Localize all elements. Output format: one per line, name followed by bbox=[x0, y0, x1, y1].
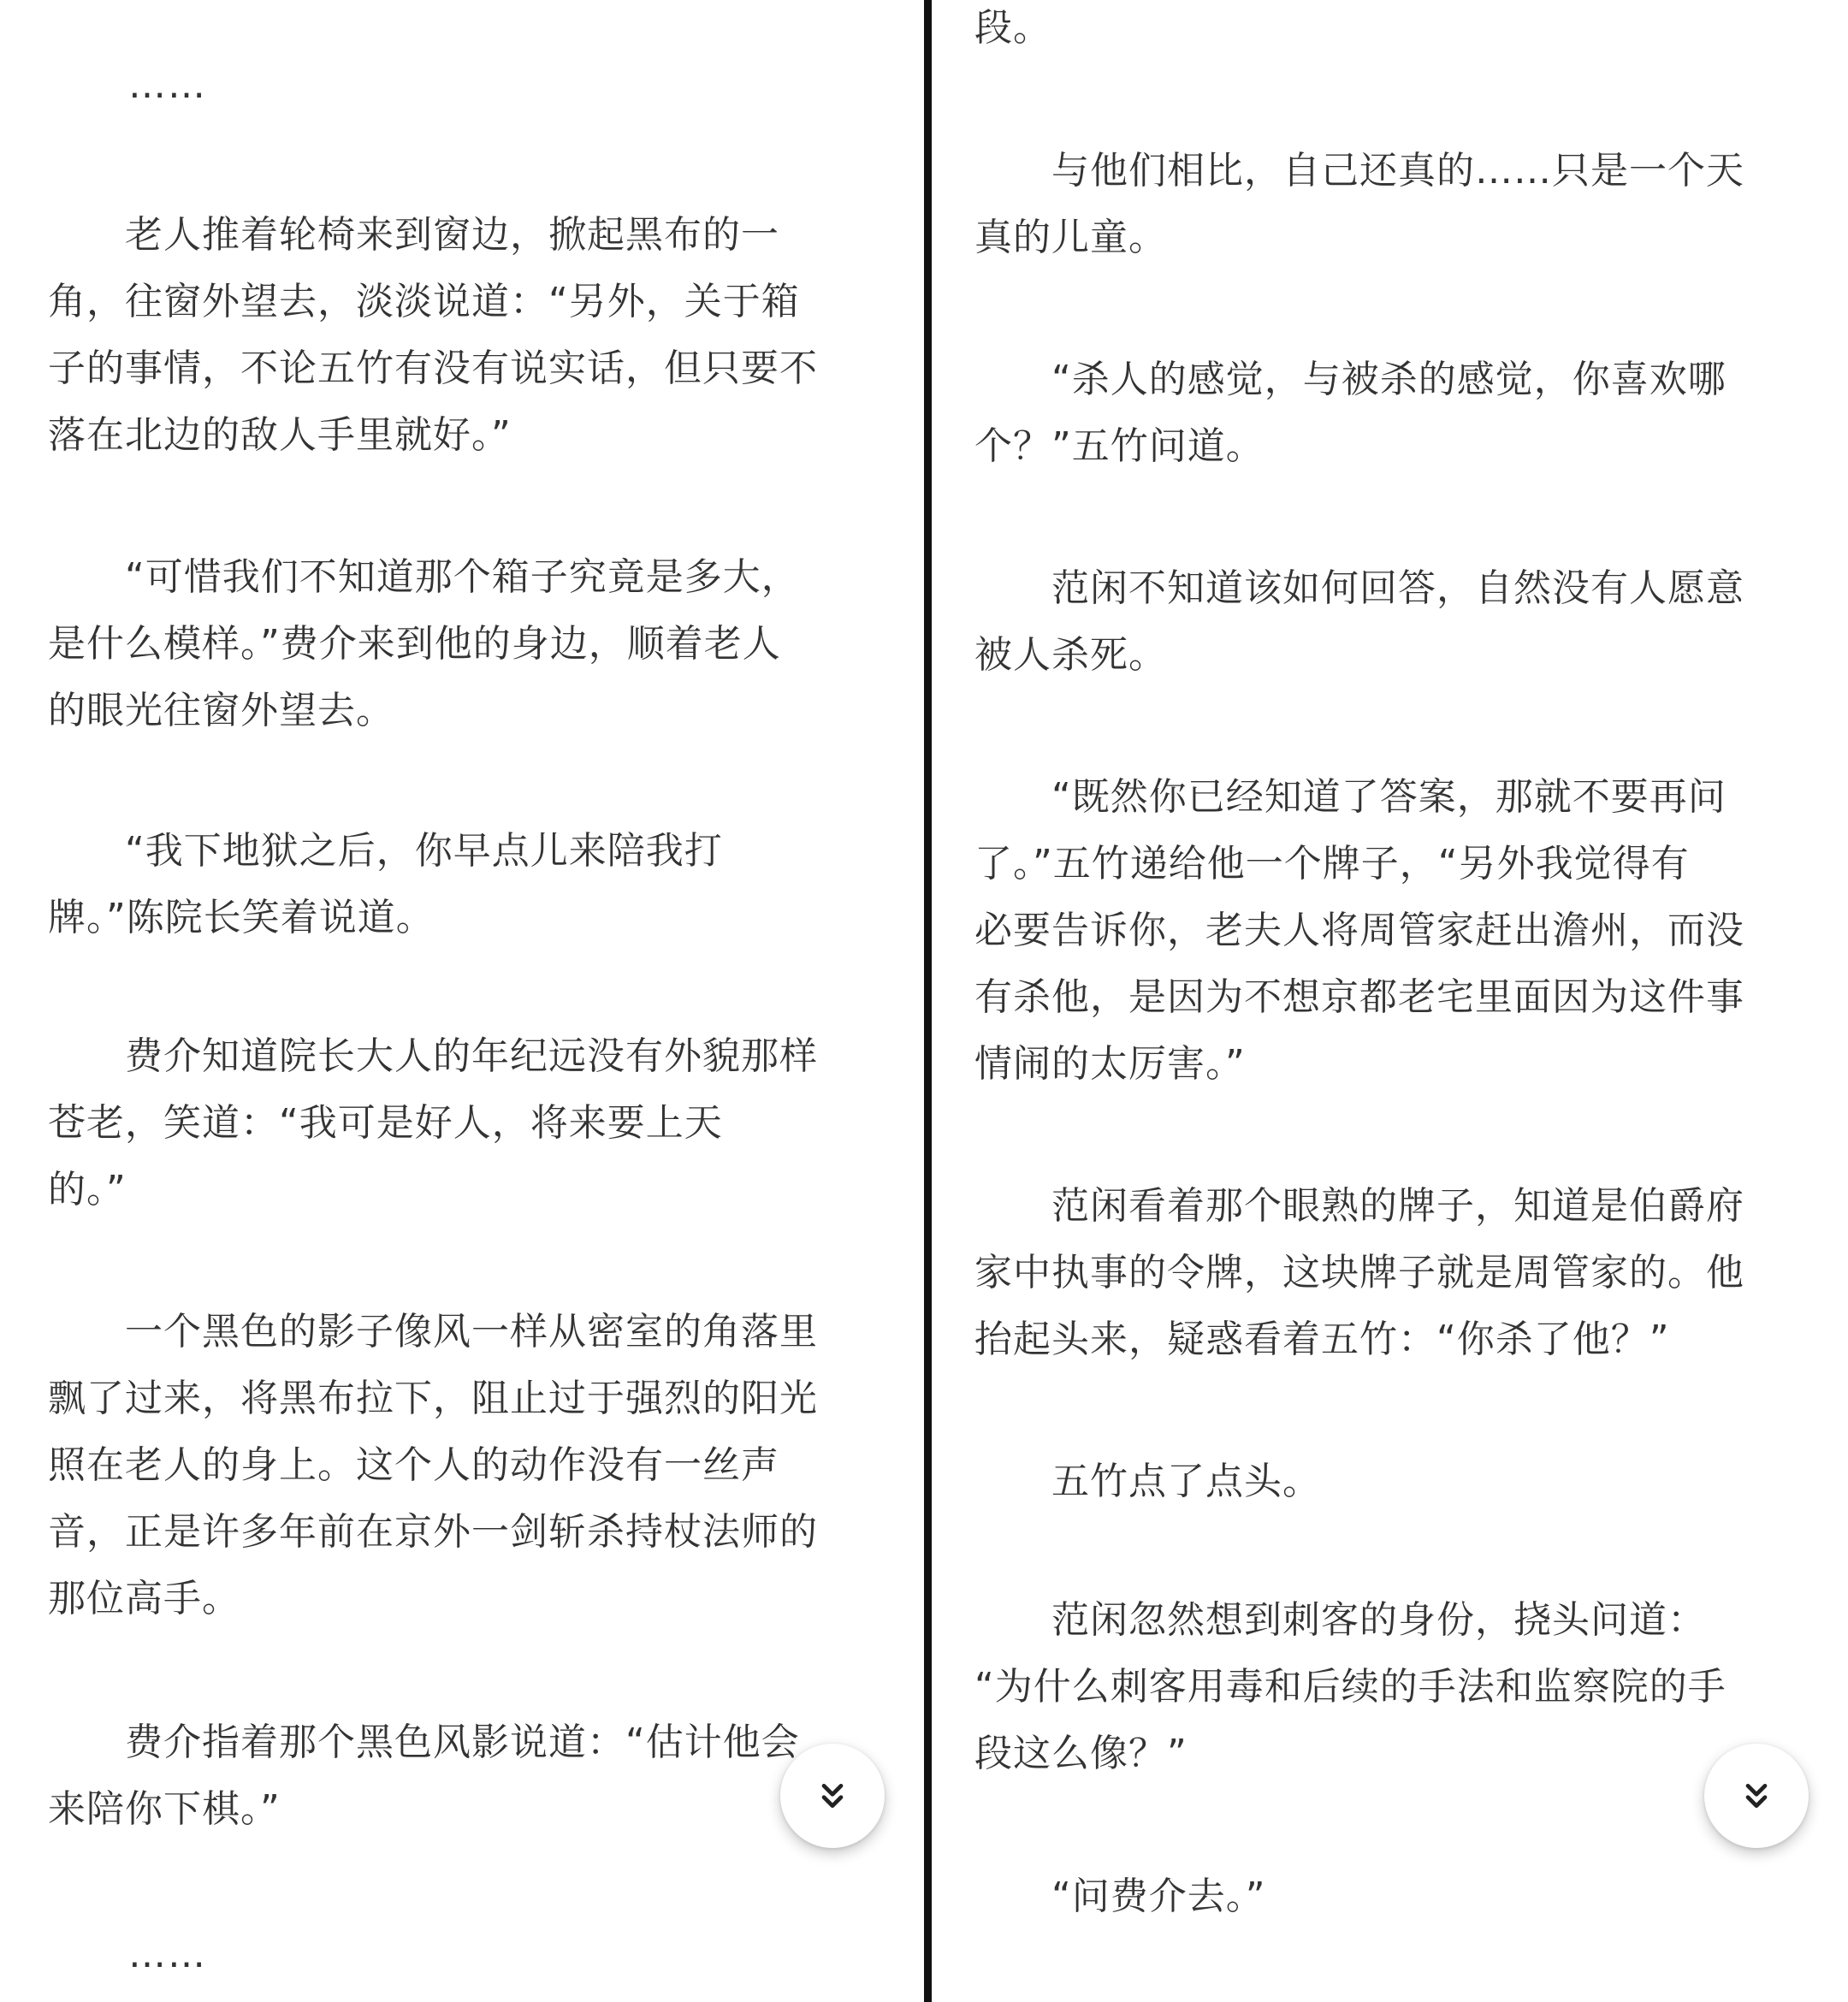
top-ellipsis: …… bbox=[128, 63, 207, 107]
paragraph: “既然你已经知道了答案，那就不要再问 了。”五竹递给他一个牌子，“另外我觉得有 必要告诉你，老夫人将周管家赶出澹州，而没 有杀他，是因为不想京都老宅里面因为这件事 情闹的太厉害。” bbox=[974, 775, 1744, 1086]
panel-divider bbox=[924, 0, 932, 2002]
paragraph: 一个黑色的影子像风一样从密室的角落里 飘了过来，将黑布拉下，阻止过于强烈的阳光 照在老人的身上。这个人的动作没有一丝声 音，正是许多年前在京外一剑斩杀持杖法师的 那位高手。 bbox=[48, 1310, 818, 1620]
bottom-ellipsis: …… bbox=[128, 1933, 207, 1976]
double-chevron-down-icon bbox=[815, 1779, 850, 1813]
paragraph: 范闲不知道该如何回答，自然没有人愿意 被人杀死。 bbox=[974, 566, 1744, 677]
paragraph: 老人推着轮椅来到窗边，掀起黑布的一 角，往窗外望去，淡淡说道：“另外，关于箱 子的事情，不论五竹有没有说实话，但只要不 落在北边的敌人手里就好。” bbox=[48, 213, 818, 457]
scroll-down-button[interactable] bbox=[1704, 1744, 1809, 1848]
paragraph: “我下地狱之后，你早点儿来陪我打 牌。”陈院长笑着说道。 bbox=[48, 829, 723, 939]
paragraph: 与他们相比，自己还真的……只是一个天 真的儿童。 bbox=[974, 149, 1744, 259]
double-chevron-down-icon bbox=[1739, 1779, 1774, 1813]
paragraph: “杀人的感觉，与被杀的感觉，你喜欢哪 个？”五竹问道。 bbox=[974, 358, 1727, 468]
paragraph: “问费介去。” bbox=[974, 1875, 1266, 1918]
paragraph: “可惜我们不知道那个箱子究竟是多大， 是什么模样。”费介来到他的身边，顺着老人 的眼光往窗外望去。 bbox=[48, 555, 800, 732]
paragraph: 段。 bbox=[974, 6, 1051, 50]
paragraph: 费介知道院长大人的年纪远没有外貌那样 苍老，笑道：“我可是好人，将来要上天 的。” bbox=[48, 1034, 818, 1211]
right-reader-panel[interactable] bbox=[932, 0, 1848, 2002]
paragraph: 五竹点了点头。 bbox=[974, 1460, 1321, 1503]
scroll-down-button[interactable] bbox=[780, 1744, 885, 1848]
paragraph: 范闲看着那个眼熟的牌子，知道是伯爵府 家中执事的令牌，这块牌子就是周管家的。他 抬起头来，疑惑看着五竹：“你杀了他？” bbox=[974, 1184, 1744, 1361]
paragraph: 范闲忽然想到刺客的身份，挠头问道： “为什么刺客用毒和后续的手法和监察院的手 段这么像？” bbox=[974, 1598, 1727, 1775]
paragraph: 费介指着那个黑色风影说道：“估计他会 来陪你下棋。” bbox=[48, 1721, 800, 1831]
